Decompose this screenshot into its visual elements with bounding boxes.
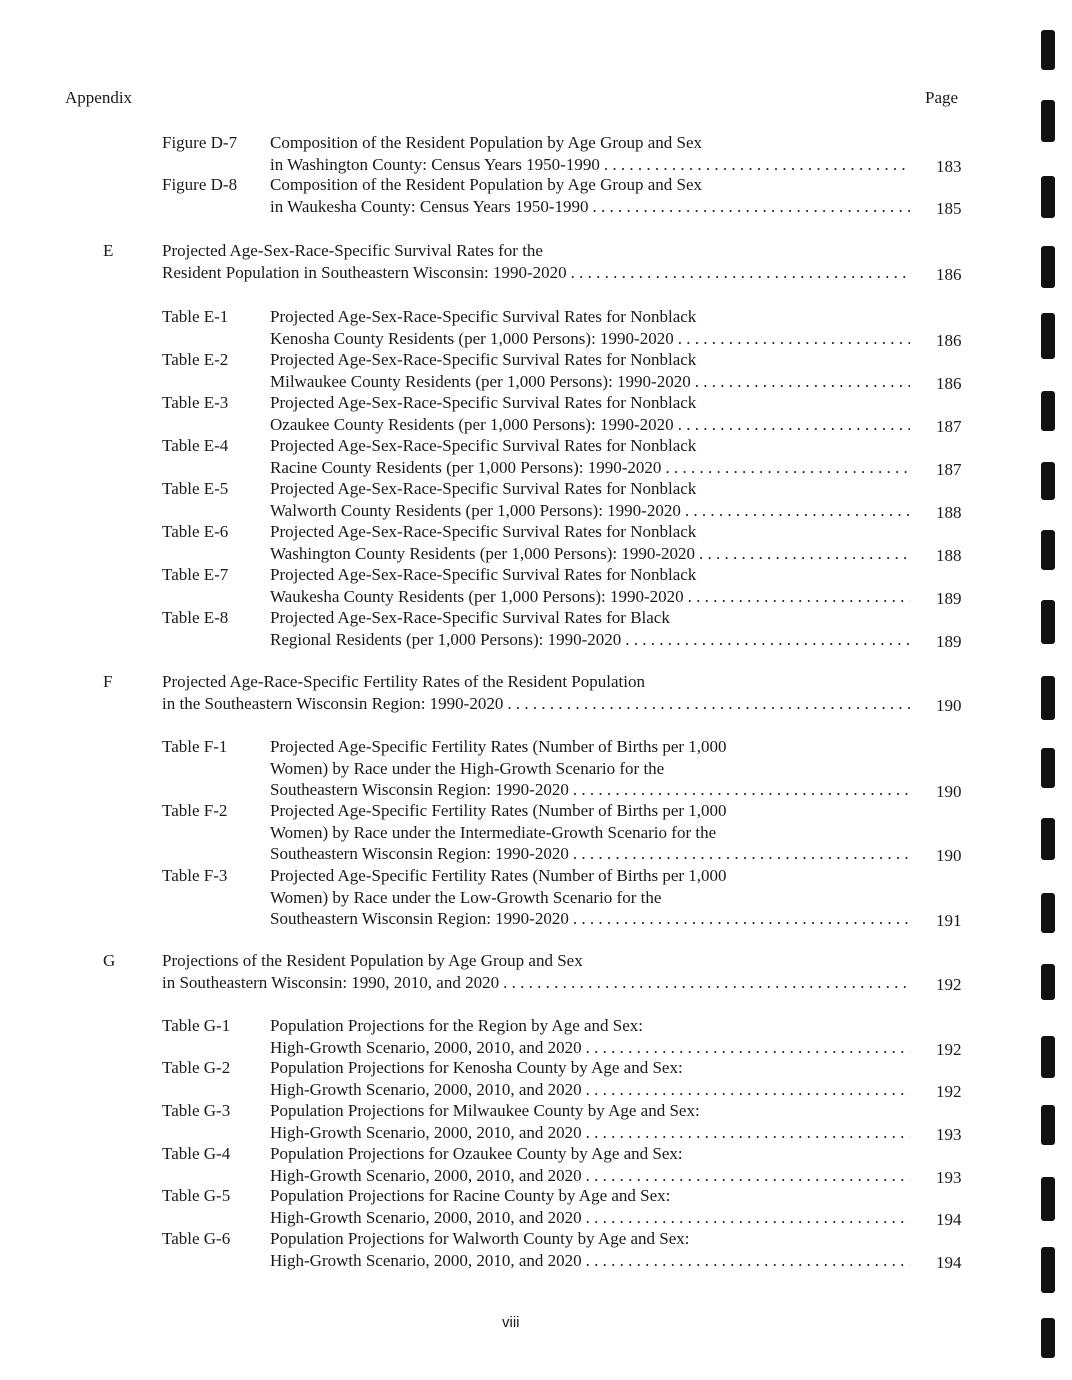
entry-title-text: High-Growth Scenario, 2000, 2010, and 2020	[270, 1207, 582, 1227]
dot-leader	[674, 328, 910, 350]
punch-mark	[1041, 818, 1055, 860]
dot-leader	[621, 629, 910, 651]
entry-title-line: Projected Age-Sex-Race-Specific Survival Rates for Nonblack	[270, 307, 697, 326]
dot-leader	[681, 500, 910, 522]
punch-mark	[1041, 600, 1055, 644]
entry-title-line: Projected Age-Sex-Race-Specific Survival Rates for Black	[270, 608, 670, 627]
dot-leader	[499, 972, 910, 994]
entry-label: Table G-6	[162, 1229, 231, 1248]
page-number: 188	[936, 545, 962, 565]
page-number: 192	[936, 1081, 962, 1101]
entry-title-line: Population Projections for Kenosha County by Age and Sex:	[270, 1058, 683, 1077]
entry-title-text: Kenosha County Residents (per 1,000 Persons): 1990-2020	[270, 328, 674, 348]
entry-label: Figure D-7	[162, 133, 238, 152]
entry-title-last-line	[162, 262, 910, 284]
dot-leader	[600, 154, 910, 176]
entry-title-line: Projected Age-Specific Fertility Rates (Number of Births per 1,000	[270, 866, 727, 885]
entry-label: Table F-2	[162, 801, 228, 820]
entry-title-line: Women) by Race under the Intermediate-Growth Scenario for the	[270, 822, 717, 842]
entry-title-text: Southeastern Wisconsin Region: 1990-2020	[270, 844, 569, 863]
entry-label: Table E-2	[162, 350, 229, 369]
dot-leader	[569, 843, 910, 865]
entry-label: Table E-5	[162, 479, 229, 498]
entry-title	[270, 1057, 910, 1100]
entry-title-last-line	[270, 196, 910, 218]
entry-title-line: Population Projections for the Region by Age and Sex:	[270, 1016, 644, 1035]
entry-title-last-line	[270, 1165, 910, 1187]
entry-title-text: High-Growth Scenario, 2000, 2010, and 2020	[270, 1122, 582, 1142]
entry-title-text: High-Growth Scenario, 2000, 2010, and 2020	[270, 1037, 582, 1057]
dot-leader	[582, 1037, 910, 1059]
dot-leader	[588, 196, 910, 218]
punch-mark	[1041, 391, 1055, 431]
entry-title-line: Population Projections for Ozaukee County by Age and Sex:	[270, 1144, 683, 1163]
entry-title-line: Projected Age-Sex-Race-Specific Survival Rates for Nonblack	[270, 393, 697, 412]
entry-title-text: in Southeastern Wisconsin: 1990, 2010, and 2020	[162, 972, 500, 992]
entry-label: Table F-3	[162, 866, 228, 885]
entry-title-text: High-Growth Scenario, 2000, 2010, and 2020	[270, 1250, 582, 1270]
entry-title	[270, 1185, 910, 1228]
appendix-letter: F	[103, 672, 113, 691]
dot-leader	[582, 1165, 910, 1187]
dot-leader	[582, 1122, 910, 1144]
entry-label: Table E-4	[162, 436, 229, 455]
entry-title-last-line	[270, 1122, 910, 1144]
footer-page-number: viii	[502, 1314, 520, 1331]
page-number: 187	[936, 459, 962, 479]
entry-label: Table G-4	[162, 1144, 231, 1163]
dot-leader	[691, 371, 910, 393]
punch-mark	[1041, 246, 1055, 288]
page-number: 192	[936, 974, 962, 994]
punch-mark	[1041, 100, 1055, 142]
page-number: 190	[936, 846, 962, 865]
entry-title-line: Population Projections for Racine County by Age and Sex:	[270, 1186, 671, 1205]
entry-title-last-line	[162, 693, 910, 715]
entry-title-last-line	[270, 371, 910, 393]
entry-title-last-line	[270, 457, 910, 479]
dot-leader	[582, 1079, 910, 1101]
entry-title-text: Southeastern Wisconsin Region: 1990-2020	[270, 780, 569, 799]
punch-mark	[1041, 893, 1055, 933]
entry-label: Table E-1	[162, 307, 229, 326]
entry-title-text: Milwaukee County Residents (per 1,000 Persons): 1990-2020	[270, 371, 691, 391]
dot-leader	[569, 779, 910, 801]
entry-title-line: Projected Age-Specific Fertility Rates (Number of Births per 1,000	[270, 801, 727, 820]
entry-title	[270, 800, 910, 865]
punch-mark	[1041, 30, 1055, 70]
entry-title-line: Projected Age-Sex-Race-Specific Survival Rates for the	[162, 241, 543, 260]
dot-leader	[567, 262, 910, 284]
entry-title-text: Southeastern Wisconsin Region: 1990-2020	[270, 909, 569, 928]
page-number: 192	[936, 1039, 962, 1059]
entry-title-text: Regional Residents (per 1,000 Persons): 1990-2020	[270, 629, 622, 649]
entry-title-line: Projections of the Resident Population by Age Group and Sex	[162, 951, 583, 970]
entry-title-last-line	[270, 1250, 910, 1272]
punch-mark	[1041, 748, 1055, 788]
punch-mark	[1041, 1318, 1055, 1358]
entry-title	[162, 671, 910, 714]
dot-leader	[582, 1250, 910, 1272]
dot-leader	[582, 1207, 910, 1229]
punch-mark	[1041, 1247, 1055, 1293]
entry-title-line: Composition of the Resident Population by Age Group and Sex	[270, 175, 703, 194]
punch-mark	[1041, 1105, 1055, 1145]
entry-title-text: in the Southeastern Wisconsin Region: 1990-2020	[162, 693, 504, 713]
entry-label: Table F-1	[162, 737, 228, 756]
page-number: 190	[936, 695, 962, 715]
entry-title-last-line	[270, 1079, 910, 1101]
entry-title	[162, 950, 910, 993]
entry-title-last-line	[270, 843, 910, 865]
punch-mark	[1041, 462, 1055, 500]
entry-title-last-line	[270, 586, 910, 608]
entry-title-line: Composition of the Resident Population by Age Group and Sex	[270, 133, 703, 152]
entry-title-last-line	[270, 1207, 910, 1229]
entry-label: Figure D-8	[162, 175, 238, 194]
entry-title	[270, 349, 910, 392]
entry-title-last-line	[270, 543, 910, 565]
dot-leader	[569, 908, 910, 930]
entry-title	[270, 1100, 910, 1143]
page-number: 191	[936, 911, 962, 930]
entry-title-text: High-Growth Scenario, 2000, 2010, and 2020	[270, 1165, 582, 1185]
page-number: 186	[936, 330, 962, 350]
entry-title	[270, 736, 910, 801]
entry-label: Table G-1	[162, 1016, 231, 1035]
dot-leader	[695, 543, 910, 565]
page-number: 185	[936, 198, 962, 218]
page-column-heading: Page	[925, 88, 959, 107]
entry-title-text: High-Growth Scenario, 2000, 2010, and 2020	[270, 1079, 582, 1099]
entry-title	[270, 478, 910, 521]
entry-title-line: Projected Age-Specific Fertility Rates (Number of Births per 1,000	[270, 737, 727, 756]
entry-title	[270, 132, 910, 175]
entry-label: Table E-8	[162, 608, 229, 627]
entry-title-line: Projected Age-Sex-Race-Specific Survival Rates for Nonblack	[270, 479, 697, 498]
entry-title-text: Waukesha County Residents (per 1,000 Persons): 1990-2020	[270, 586, 684, 606]
entry-title-last-line	[270, 414, 910, 436]
entry-label: Table E-6	[162, 522, 229, 541]
punch-mark	[1041, 964, 1055, 1000]
entry-title	[270, 392, 910, 435]
entry-title-text: Racine County Residents (per 1,000 Persons): 1990-2020	[270, 457, 662, 477]
entry-title-line: Population Projections for Walworth County by Age and Sex:	[270, 1229, 690, 1248]
entry-label: Table G-5	[162, 1186, 231, 1205]
appendix-letter: E	[103, 241, 114, 260]
entry-title	[162, 240, 910, 283]
entry-title-text: Washington County Residents (per 1,000 Persons): 1990-2020	[270, 543, 696, 563]
entry-title-text: in Washington County: Census Years 1950-1990	[270, 154, 600, 174]
page-number: 186	[936, 264, 962, 284]
entry-title-line: Projected Age-Sex-Race-Specific Survival Rates for Nonblack	[270, 522, 697, 541]
dot-leader	[684, 586, 910, 608]
entry-title-last-line	[270, 629, 910, 651]
entry-title	[270, 306, 910, 349]
entry-title	[270, 521, 910, 564]
punch-mark	[1041, 1177, 1055, 1221]
page-number: 193	[936, 1124, 962, 1144]
entry-title	[270, 1143, 910, 1186]
entry-title	[270, 564, 910, 607]
entry-title-last-line	[270, 1037, 910, 1059]
page-number: 194	[936, 1209, 962, 1229]
entry-title	[270, 607, 910, 650]
punch-mark	[1041, 676, 1055, 720]
entry-title-last-line	[270, 328, 910, 350]
punch-mark	[1041, 530, 1055, 570]
entry-title-text: in Waukesha County: Census Years 1950-1990	[270, 196, 589, 216]
entry-label: Table G-3	[162, 1101, 231, 1120]
entry-title-line: Women) by Race under the Low-Growth Scenario for the	[270, 887, 662, 907]
dot-leader	[503, 693, 910, 715]
entry-title-last-line	[270, 779, 910, 801]
entry-title-line: Projected Age-Race-Specific Fertility Rates of the Resident Population	[162, 672, 645, 691]
appendix-letter: G	[103, 951, 116, 970]
appendix-heading: Appendix	[65, 88, 133, 107]
entry-title-line: Women) by Race under the High-Growth Scenario for the	[270, 758, 665, 778]
page-number: 186	[936, 373, 962, 393]
entry-label: Table E-3	[162, 393, 229, 412]
entry-title-line: Projected Age-Sex-Race-Specific Survival Rates for Nonblack	[270, 350, 697, 369]
page-number: 187	[936, 416, 962, 436]
entry-label: Table G-2	[162, 1058, 231, 1077]
punch-mark	[1041, 176, 1055, 218]
page-number: 183	[936, 156, 962, 176]
entry-title-last-line	[270, 154, 910, 176]
page-number: 190	[936, 782, 962, 801]
entry-title	[270, 1228, 910, 1271]
punch-mark	[1041, 1036, 1055, 1078]
entry-title-line: Projected Age-Sex-Race-Specific Survival Rates for Nonblack	[270, 565, 697, 584]
page-number: 188	[936, 502, 962, 522]
entry-title-last-line	[270, 908, 910, 930]
dot-leader	[674, 414, 910, 436]
entry-title-last-line	[162, 972, 910, 994]
entry-label: Table E-7	[162, 565, 229, 584]
punch-mark	[1041, 313, 1055, 359]
entry-title-text: Walworth County Residents (per 1,000 Persons): 1990-2020	[270, 500, 681, 520]
page-number: 193	[936, 1167, 962, 1187]
entry-title-text: Resident Population in Southeastern Wisconsin: 1990-2020	[162, 262, 567, 282]
entry-title-text: Ozaukee County Residents (per 1,000 Persons): 1990-2020	[270, 414, 674, 434]
entry-title-line: Projected Age-Sex-Race-Specific Survival Rates for Nonblack	[270, 436, 697, 455]
page-number: 189	[936, 631, 962, 651]
page-number: 189	[936, 588, 962, 608]
entry-title	[270, 435, 910, 478]
entry-title	[270, 174, 910, 217]
entry-title	[270, 1015, 910, 1058]
entry-title-last-line	[270, 500, 910, 522]
entry-title-line: Population Projections for Milwaukee County by Age and Sex:	[270, 1101, 700, 1120]
dot-leader	[661, 457, 910, 479]
entry-title	[270, 865, 910, 930]
page-number: 194	[936, 1252, 962, 1272]
